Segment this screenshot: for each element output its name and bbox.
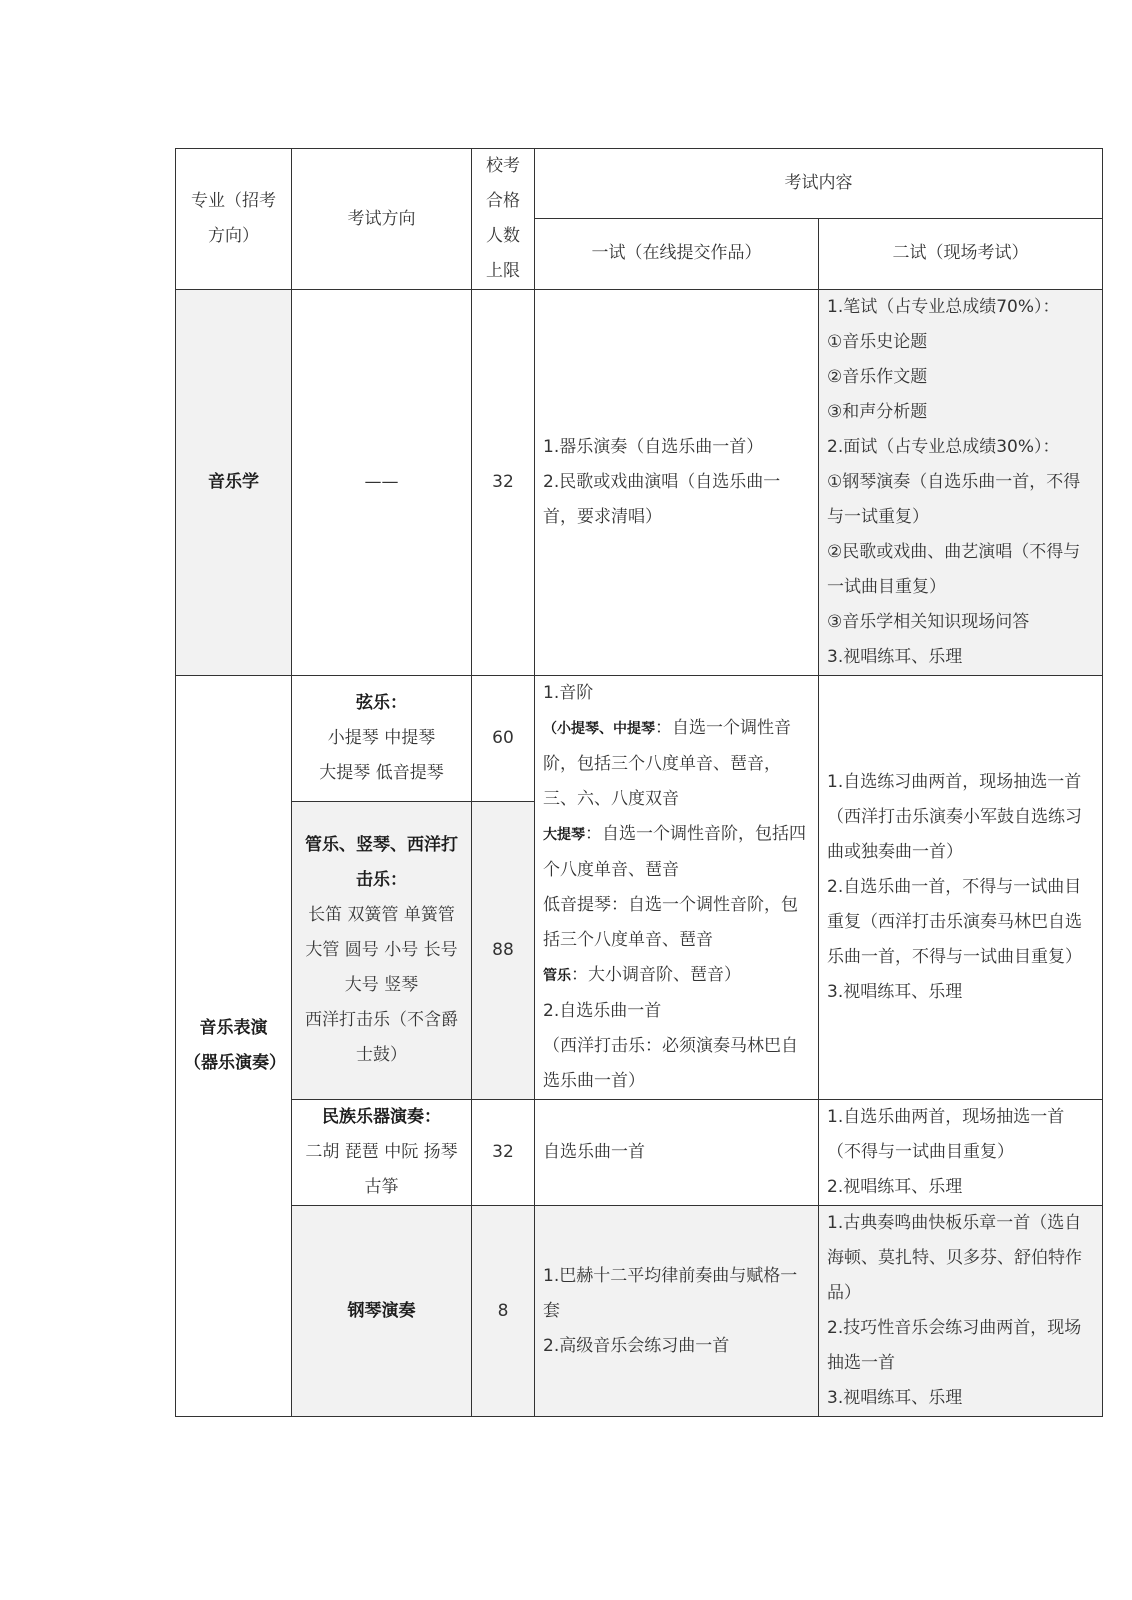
quota-winds: 88	[472, 802, 535, 1100]
winds-title: 管乐、竖琴、西洋打击乐：	[305, 835, 458, 891]
round2-musicology	[819, 290, 1103, 676]
list-item: 3.视唱练耳、乐理	[827, 647, 963, 667]
list-item: ②民歌或戏曲、曲艺演唱（不得与一试曲目重复）	[827, 542, 1081, 597]
quota-strings: 60	[472, 676, 535, 802]
major-musicology: 音乐学	[176, 290, 292, 676]
cello-text: ：自选一个调性音阶，包括四个八度单音、琶音	[543, 824, 806, 880]
list-item: 1.自选练习曲两首，现场抽选一首（西洋打击乐演奏小军鼓自选练习曲或独奏曲一首）	[827, 772, 1082, 862]
cello-label: 大提琴	[543, 827, 585, 843]
header-round1: 一试（在线提交作品）	[535, 218, 819, 289]
direction-folk	[292, 1100, 472, 1206]
list-item: 大管 圆号 小号 长号	[305, 940, 458, 961]
table-row-strings	[176, 676, 1103, 802]
list-item: ①钢琴演奏（自选乐曲一首，不得与一试重复）	[827, 472, 1081, 527]
list-item: 大号 竖琴	[344, 975, 419, 996]
list-item: 1.笔试（占专业总成绩70%）：	[827, 297, 1060, 317]
header-round2: 二试（现场考试）	[819, 218, 1103, 289]
exam-table	[175, 148, 1103, 1417]
list-item: ①音乐史论题	[827, 332, 928, 352]
list-item: ③音乐学相关知识现场问答	[827, 612, 1030, 632]
quota-musicology: 32	[472, 290, 535, 676]
direction-musicology: ——	[292, 290, 472, 676]
list-item: 2.民歌或戏曲演唱（自选乐曲一首，要求清唱）	[543, 472, 781, 527]
list-item: 2.高级音乐会练习曲一首	[543, 1335, 730, 1356]
header-quota: 校考合格人数上限	[472, 149, 535, 290]
header-direction: 考试方向	[292, 149, 472, 290]
header-major: 专业（招考方向）	[176, 149, 292, 290]
violin-text: ：自选一个调性音阶，包括三个八度单音、琶音，三、六、八度双音	[543, 718, 791, 809]
list-item: 小提琴 中提琴	[327, 728, 436, 749]
list-item: 1.自选乐曲两首，现场抽选一首（不得与一试曲目重复）	[827, 1107, 1065, 1162]
list-item: ③和声分析题	[827, 402, 928, 422]
list-item: 1.古典奏鸣曲快板乐章一首（选自海顿、莫扎特、贝多芬、舒伯特作品）	[827, 1213, 1082, 1303]
quota-folk: 32	[472, 1100, 535, 1206]
violin-label: （小提琴、中提琴	[543, 721, 655, 737]
scale-line: 1.音阶	[543, 683, 594, 703]
list-item: 长笛 双簧管 单簧管	[308, 905, 455, 926]
list-item: 2.技巧性音乐会练习曲两首，现场抽选一首	[827, 1318, 1082, 1373]
round1-orchestral	[535, 676, 819, 1100]
list-item: 2.视唱练耳、乐理	[827, 1177, 963, 1197]
list-item: ②音乐作文题	[827, 367, 928, 387]
list-item: 大提琴 低音提琴	[319, 763, 444, 784]
list-item: 2.面试（占专业总成绩30%）：	[827, 437, 1060, 457]
strings-title: 弦乐：	[356, 693, 407, 714]
round2-folk	[819, 1100, 1103, 1206]
list-item: 1.巴赫十二平均律前奏曲与赋格一套	[543, 1265, 798, 1321]
percussion-line: （西洋打击乐：必须演奏马林巴自选乐曲一首）	[543, 1036, 798, 1091]
direction-strings	[292, 676, 472, 802]
direction-piano: 钢琴演奏	[292, 1206, 472, 1417]
list-item: 3.视唱练耳、乐理	[827, 982, 963, 1002]
round1-piano	[535, 1206, 819, 1417]
round1-folk: 自选乐曲一首	[535, 1100, 819, 1206]
header-content: 考试内容	[535, 149, 1103, 219]
list-item: 西洋打击乐（不含爵士鼓）	[305, 1010, 458, 1066]
round2-orchestral	[819, 676, 1103, 1100]
piece-line: 2.自选乐曲一首	[543, 1001, 662, 1021]
quota-piano: 8	[472, 1206, 535, 1417]
list-item: 1.器乐演奏（自选乐曲一首）	[543, 437, 764, 457]
folk-title: 民族乐器演奏：	[322, 1107, 441, 1127]
table-row-musicology	[176, 290, 1103, 676]
bass-text: 低音提琴：自选一个调性音阶，包括三个八度单音、琶音	[543, 895, 798, 950]
list-item: 3.视唱练耳、乐理	[827, 1388, 963, 1408]
major-performance: 音乐表演（器乐演奏）	[176, 676, 292, 1417]
direction-winds	[292, 802, 472, 1100]
table-row-folk	[176, 1100, 1103, 1206]
list-item: 2.自选乐曲一首，不得与一试曲目重复（西洋打击乐演奏马林巴自选乐曲一首，不得与一试曲目重复）	[827, 877, 1082, 967]
round2-piano	[819, 1206, 1103, 1417]
round1-musicology	[535, 290, 819, 676]
winds-text: ：大小调音阶、琶音）	[571, 965, 741, 985]
folk-instruments: 二胡 琵琶 中阮 扬琴 古筝	[305, 1142, 458, 1197]
table-row-piano	[176, 1206, 1103, 1417]
winds-label: 管乐	[543, 968, 571, 984]
